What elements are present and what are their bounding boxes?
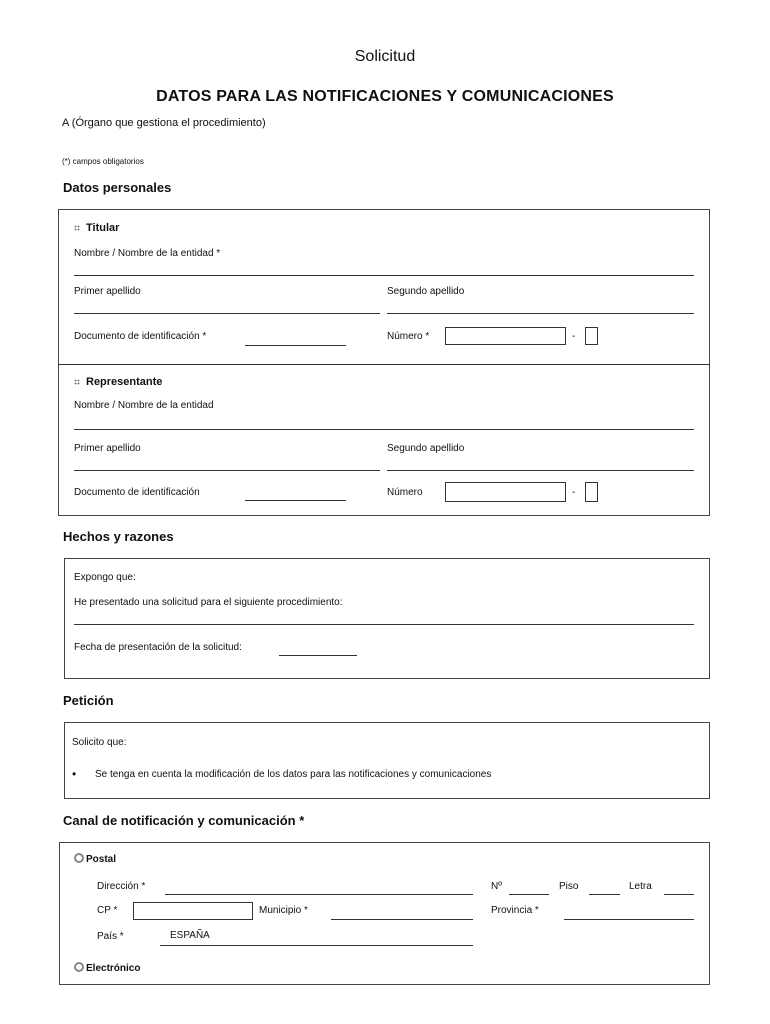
titular-heading: Titular — [74, 222, 119, 234]
titular-numero-input[interactable] — [445, 327, 566, 345]
solicito-label: Solicito que: — [72, 737, 127, 748]
radio-button-icon[interactable] — [74, 962, 84, 972]
peticion-box — [64, 722, 710, 799]
titular-segundo-apellido-field[interactable] — [387, 313, 694, 314]
representante-nombre-field[interactable] — [74, 429, 694, 430]
divider — [58, 364, 710, 365]
radio-button-icon[interactable] — [74, 853, 84, 863]
titular-nombre-label: Nombre / Nombre de la entidad * — [74, 248, 221, 259]
letra-label: Letra — [629, 881, 652, 892]
representante-segundo-apellido-label: Segundo apellido — [387, 443, 465, 454]
direccion-field[interactable] — [165, 894, 473, 895]
representante-control-digit-input[interactable] — [585, 482, 598, 502]
provincia-label: Provincia * — [491, 905, 539, 916]
document-heading: DATOS PARA LAS NOTIFICACIONES Y COMUNICACIONES — [156, 88, 614, 105]
titular-segundo-apellido-label: Segundo apellido — [387, 286, 465, 297]
drag-handle-icon — [74, 379, 80, 385]
electronico-option[interactable]: Electrónico — [74, 962, 140, 974]
pais-label: País * — [97, 931, 124, 942]
titular-documento-label: Documento de identificación * — [74, 331, 207, 342]
cp-label: CP * — [97, 905, 118, 916]
expongo-label: Expongo que: — [74, 572, 136, 583]
drag-handle-icon — [74, 225, 80, 231]
cp-input[interactable] — [133, 902, 253, 920]
organo-label: A (Órgano que gestiona el procedimiento) — [62, 117, 266, 129]
direccion-label: Dirección * — [97, 881, 146, 892]
titular-nombre-field[interactable] — [74, 275, 694, 276]
peticion-item: Se tenga en cuenta la modificación de los datos para las notificaciones y comunicaciones — [95, 769, 492, 780]
numero-field[interactable] — [509, 894, 549, 895]
titular-primer-apellido-label: Primer apellido — [74, 286, 141, 297]
section-hechos-y-razones: Hechos y razones — [63, 529, 174, 544]
representante-documento-label: Documento de identificación — [74, 487, 200, 498]
pais-field[interactable] — [160, 945, 473, 946]
representante-numero-dash: - — [572, 487, 576, 498]
municipio-label: Municipio * — [259, 905, 308, 916]
provincia-field[interactable] — [564, 919, 694, 920]
letra-field[interactable] — [664, 894, 694, 895]
presentado-label: He presentado una solicitud para el siguiente procedimiento: — [74, 597, 343, 608]
fecha-presentacion-field[interactable] — [279, 655, 357, 656]
titular-control-digit-input[interactable] — [585, 327, 598, 345]
titular-numero-label: Número * — [387, 331, 430, 342]
representante-numero-label: Número — [387, 487, 423, 498]
fecha-presentacion-label: Fecha de presentación de la solicitud: — [74, 642, 242, 653]
pais-value[interactable]: ESPAÑA — [170, 930, 210, 941]
titular-numero-dash: - — [572, 331, 576, 342]
representante-heading: Representante — [74, 376, 162, 388]
piso-field[interactable] — [589, 894, 620, 895]
representante-primer-apellido-label: Primer apellido — [74, 443, 141, 454]
hechos-box — [64, 558, 710, 679]
section-datos-personales: Datos personales — [63, 180, 172, 195]
municipio-field[interactable] — [331, 919, 473, 920]
representante-numero-input[interactable] — [445, 482, 566, 502]
section-canal: Canal de notificación y comunicación * — [63, 813, 305, 828]
titular-primer-apellido-field[interactable] — [74, 313, 380, 314]
bullet-icon: • — [72, 767, 77, 781]
representante-documento-field[interactable] — [245, 500, 346, 501]
representante-nombre-label: Nombre / Nombre de la entidad — [74, 400, 214, 411]
piso-label: Piso — [559, 881, 579, 892]
representante-segundo-apellido-field[interactable] — [387, 470, 694, 471]
required-fields-note: (*) campos obligatorios — [62, 157, 144, 166]
numero-label: Nº — [491, 881, 502, 892]
representante-primer-apellido-field[interactable] — [74, 470, 380, 471]
postal-option[interactable]: Postal — [74, 853, 116, 865]
procedimiento-field[interactable] — [74, 624, 694, 625]
titular-documento-field[interactable] — [245, 345, 346, 346]
section-peticion: Petición — [63, 693, 114, 708]
document-title: Solicitud — [354, 48, 416, 65]
